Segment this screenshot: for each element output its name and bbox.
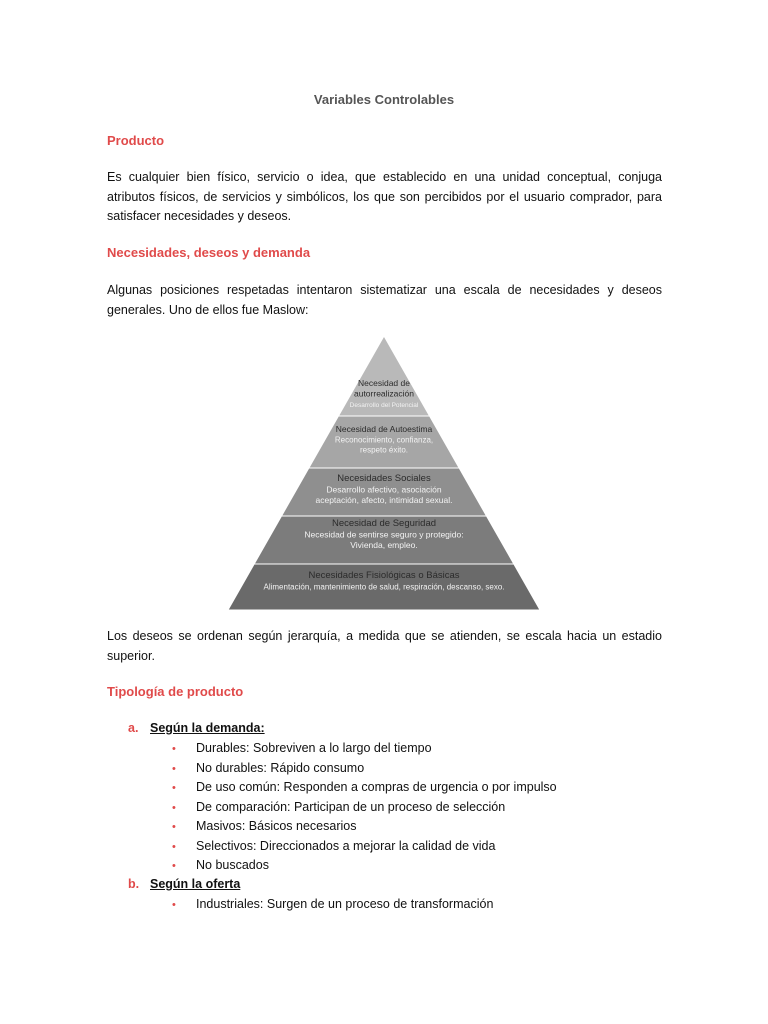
pyramid-level-detail-3: aceptación, afecto, intimidad sexual. xyxy=(315,495,453,505)
list-label-b: Según la oferta xyxy=(150,877,241,891)
list-item-a xyxy=(128,721,265,735)
pyramid-level-title-1: Necesidad de xyxy=(358,378,410,388)
pyramid-level-title-3: Necesidades Sociales xyxy=(337,473,431,484)
bullet-text: Selectivos: Direccionados a mejorar la calidad de vida xyxy=(196,838,496,853)
bullet-glyph: • xyxy=(172,762,176,775)
bullet-glyph: • xyxy=(172,860,176,872)
bullet-text: De comparación: Participan de un proceso de selección xyxy=(196,799,506,814)
heading-tipologia: Tipología de producto xyxy=(107,684,244,699)
bullet-item-a-5 xyxy=(172,819,356,833)
pyramid-level-detail-4: Necesidad de sentirse seguro y protegido: xyxy=(304,529,464,540)
bullet-text: Durables: Sobreviven a lo largo del tiempo xyxy=(196,741,432,755)
bullet-glyph: • xyxy=(172,840,176,853)
pyramid-level-detail-2: respeto éxito. xyxy=(359,445,409,455)
maslow-pyramid-graphic xyxy=(228,336,540,610)
bullet-glyph: • xyxy=(172,821,176,833)
bullet-item-a-1 xyxy=(172,741,432,755)
heading-producto: Producto xyxy=(107,133,165,148)
pyramid-level-title-5: Necesidades Fisiológicas o Básicas xyxy=(308,570,460,581)
bullet-text: Masivos: Básicos necesarios xyxy=(196,819,357,833)
list-item-b xyxy=(128,877,240,891)
pyramid-level-detail-5: Alimentación, mantenimiento de salud, respiración, descanso, sexo. xyxy=(263,582,505,592)
bullet-text: De uso común: Responden a compras de urgencia o por impulso xyxy=(196,780,557,794)
list-label-a: Según la demanda: xyxy=(150,721,265,735)
pyramid-level-title-1: autorrealización xyxy=(353,388,415,399)
paragraph-necesidades: Algunas posiciones respetadas intentaron sistematizar una escala de necesidades y deseos generales. Uno de ellos fue Maslow: xyxy=(107,283,662,317)
list-marker-b: b. xyxy=(128,877,140,891)
bullet-item-a-7 xyxy=(172,858,269,872)
pyramid-level-detail-3: Desarrollo afectivo, asociación xyxy=(326,484,442,495)
bullet-item-a-3 xyxy=(172,780,557,794)
list-marker-a: a. xyxy=(128,721,139,735)
bullet-glyph: • xyxy=(172,743,176,755)
bullet-item-a-4 xyxy=(172,800,505,814)
bullet-glyph: • xyxy=(172,801,176,814)
pyramid-level-detail-4: Vivienda, empleo. xyxy=(350,540,418,550)
paragraph-producto: Es cualquier bien físico, servicio o idea, que establecido en una unidad conceptual, conjuga atributos físicos, de servicios y simbólicos, los que son percibidos por el usuario comprador, para satisfacer necesidades y deseos. xyxy=(107,170,662,223)
bullet-item-a-6 xyxy=(172,839,495,853)
bullet-item-a-2 xyxy=(172,761,364,775)
bullet-text: Industriales: Surgen de un proceso de transformación xyxy=(196,897,494,911)
bullet-glyph: • xyxy=(172,782,176,794)
pyramid-level-title-4: Necesidad de Seguridad xyxy=(331,518,437,529)
bullet-text: No buscados xyxy=(196,858,269,872)
paragraph-deseos: Los deseos se ordenan según jerarquía, a medida que se atienden, se escala hacia un estadio superior. xyxy=(107,629,662,663)
maslow-pyramid xyxy=(228,336,540,610)
bullet-text: No durables: Rápido consumo xyxy=(196,760,365,775)
pyramid-level-detail-2: Reconocimiento, confianza, xyxy=(334,435,434,445)
bullet-glyph: • xyxy=(172,899,176,911)
pyramid-level-title-2: Necesidad de Autoestima xyxy=(335,424,433,434)
pyramid-level-detail-1: Desarrollo del Potencial xyxy=(349,402,419,409)
bullet-item-b-1 xyxy=(172,897,493,911)
heading-necesidades: Necesidades, deseos y demanda xyxy=(107,245,311,260)
document-title: Variables Controlables xyxy=(313,92,455,107)
